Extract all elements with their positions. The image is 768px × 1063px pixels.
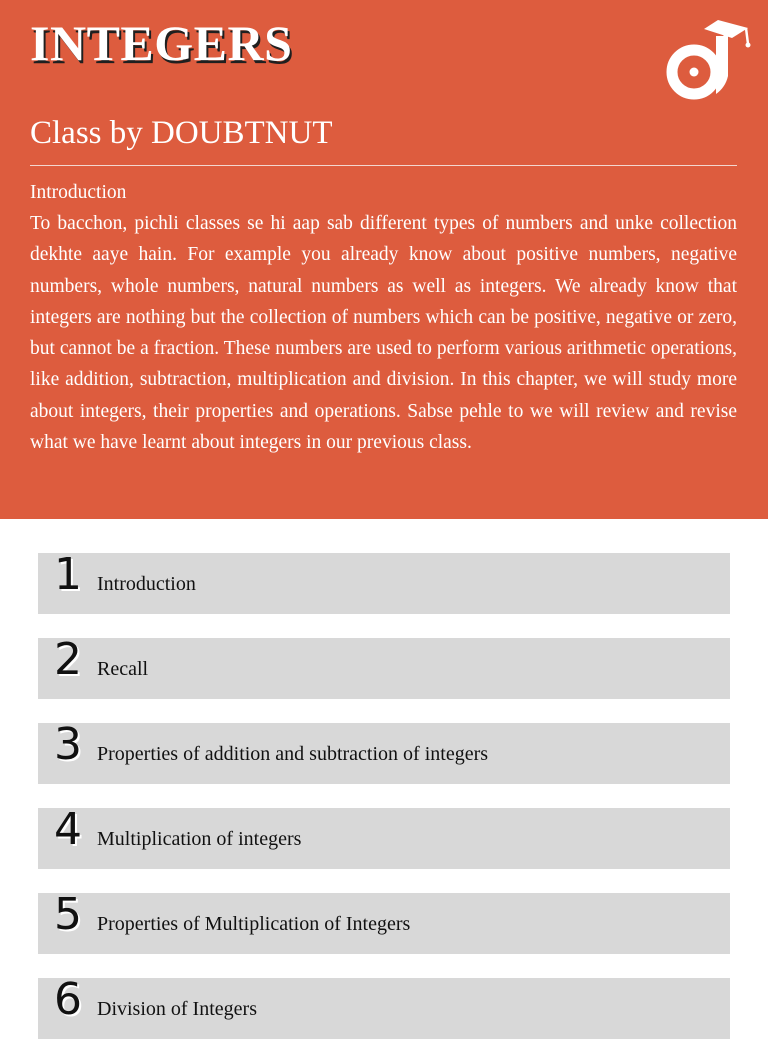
toc-item-introduction[interactable] (38, 549, 730, 614)
chapter-subtitle: Class by DOUBTNUT (30, 115, 333, 151)
toc-item-label: Multiplication of integers (97, 828, 302, 850)
toc-item-division[interactable] (38, 974, 730, 1039)
toc-item-properties-multiplication[interactable] (38, 889, 730, 954)
intro-heading: Introduction (30, 182, 127, 203)
toc-item-number: 2 (54, 634, 82, 685)
chapter-header (0, 0, 768, 519)
toc-item-number: 3 (54, 719, 82, 770)
doubtnut-logo-icon (660, 14, 752, 106)
toc-item-number: 4 (54, 804, 82, 855)
chapter-title: INTEGERS (30, 15, 293, 71)
toc-item-number: 6 (54, 974, 82, 1025)
header-divider (30, 165, 737, 166)
toc-item-label: Introduction (97, 573, 196, 595)
toc-item-multiplication[interactable] (38, 804, 730, 869)
toc-item-number: 1 (54, 549, 82, 600)
toc-item-properties-addition-subtraction[interactable] (38, 719, 730, 784)
toc-item-number: 5 (54, 889, 82, 940)
toc-item-label: Properties of addition and subtraction of integers (97, 743, 489, 765)
toc-item-recall[interactable] (38, 634, 730, 699)
intro-paragraph: To bacchon, pichli classes se hi aap sab different types of numbers and unke collection dekhte aaye hain. For example you already know about positive numbers, negative numbers, whole numbers, natural numbers as well as integers. We already know that integers are nothing but the collection of numbers which can be positive, negative or zero, but cannot be a fraction. These numbers are used to perform various arithmetic operations, like addition, subtraction, multiplication and division. In this chapter, we will study more about integers, their properties and operations. Sabse pehle to we will review and revise what we have learnt about integers in our previous class. (30, 213, 737, 454)
table-of-contents (38, 549, 730, 1063)
toc-item-label: Recall (97, 658, 149, 680)
toc-item-label: Division of Integers (97, 998, 257, 1020)
toc-item-label: Properties of Multiplication of Integers (97, 913, 411, 935)
